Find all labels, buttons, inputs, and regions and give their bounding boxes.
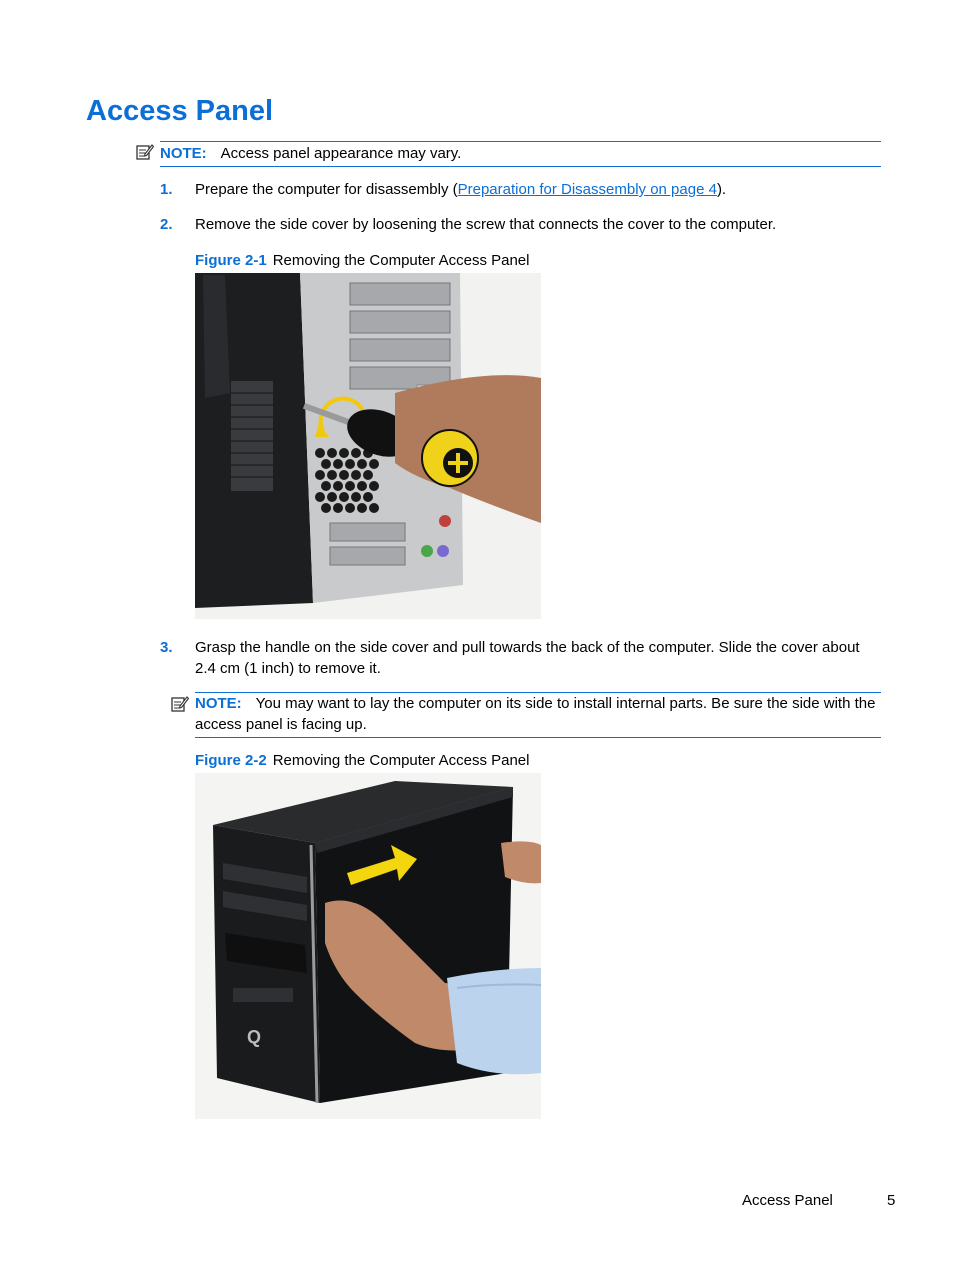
note-text: You may want to lay the computer on its side to install internal parts. Be sure the side with the access panel is facing up.	[195, 695, 876, 733]
preparation-link[interactable]: Preparation for Disassembly on page 4	[457, 181, 717, 198]
note-label: NOTE:	[160, 145, 207, 162]
figure-caption-text: Removing the Computer Access Panel	[272, 252, 530, 269]
note-text: Access panel appearance may vary.	[220, 145, 462, 162]
step-number: 2.	[160, 216, 173, 233]
figure-caption	[195, 750, 529, 771]
page-title: Access Panel	[86, 95, 274, 127]
figure-photo-slide-panel	[195, 773, 541, 1119]
figure-label: Figure 2-1	[195, 252, 267, 269]
step-text-before: Prepare the computer for disassembly (	[195, 181, 458, 198]
figure-photo-screwdriver	[195, 273, 541, 619]
note-pencil-icon	[136, 143, 154, 161]
page-number: 5	[887, 1192, 896, 1209]
figure-caption	[195, 250, 529, 271]
step-text-after: ).	[716, 181, 727, 198]
svg-text:Q: Q	[247, 1027, 262, 1047]
note-label: NOTE:	[195, 695, 242, 712]
footer-section-title: Access Panel	[742, 1192, 833, 1209]
step-text	[195, 179, 881, 200]
note-pencil-icon	[171, 695, 189, 713]
step-number: 1.	[160, 181, 173, 198]
figure-caption-text: Removing the Computer Access Panel	[272, 752, 530, 769]
step-number: 3.	[160, 639, 173, 656]
step-text: Grasp the handle on the side cover and pull towards the back of the computer. Slide the cover about 2.4 cm (1 inch) to remove it.	[195, 639, 860, 677]
note-box	[160, 141, 881, 167]
step-text: Remove the side cover by loosening the screw that connects the cover to the computer.	[195, 216, 777, 233]
note-box	[195, 692, 881, 738]
figure-label: Figure 2-2	[195, 752, 267, 769]
